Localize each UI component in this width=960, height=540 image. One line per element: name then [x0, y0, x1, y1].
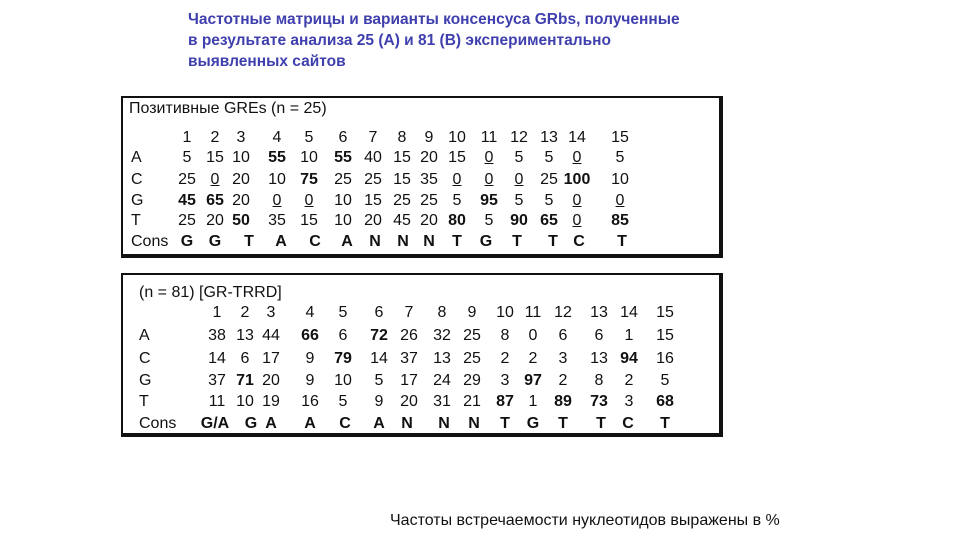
position-header: 6 — [338, 129, 348, 146]
matrix-cell: 0 — [210, 171, 220, 188]
consensus-cell: N — [438, 415, 450, 432]
position-header: 7 — [404, 304, 414, 321]
matrix-cell: 90 — [510, 212, 528, 229]
matrix-cell: 0 — [272, 192, 282, 209]
matrix-cell: 6 — [338, 327, 348, 344]
position-header: 3 — [266, 304, 276, 321]
row-label-t: T — [139, 393, 149, 410]
matrix-cell: 10 — [611, 171, 629, 188]
matrix-cell: 2 — [500, 350, 510, 367]
matrix-cell: 10 — [236, 393, 254, 410]
position-header: 10 — [496, 304, 514, 321]
consensus-cell: T — [660, 415, 670, 432]
consensus-label: Cons — [139, 415, 177, 432]
frequency-matrix-a — [121, 96, 723, 258]
row-label-c: C — [139, 350, 151, 367]
position-header: 14 — [568, 129, 586, 146]
matrix-cell: 1 — [528, 393, 538, 410]
consensus-cell: T — [500, 415, 510, 432]
position-header: 8 — [397, 129, 407, 146]
matrix-cell: 15 — [364, 192, 382, 209]
matrix-cell: 16 — [656, 350, 674, 367]
matrix-cell: 35 — [420, 171, 438, 188]
consensus-cell: C — [309, 233, 321, 250]
matrix-cell: 15 — [206, 149, 224, 166]
matrix-cell: 13 — [433, 350, 451, 367]
matrix-cell: 20 — [420, 149, 438, 166]
matrix-cell: 5 — [374, 372, 384, 389]
matrix-cell: 0 — [452, 171, 462, 188]
matrix-cell: 35 — [268, 212, 286, 229]
position-header: 6 — [374, 304, 384, 321]
matrix-cell: 20 — [420, 212, 438, 229]
matrix-cell: 31 — [433, 393, 451, 410]
position-header: 11 — [480, 129, 498, 146]
matrix-cell: 0 — [484, 149, 494, 166]
consensus-cell: T — [596, 415, 606, 432]
matrix-cell: 5 — [660, 372, 670, 389]
matrix-cell: 68 — [656, 393, 674, 410]
position-header: 12 — [510, 129, 528, 146]
matrix-cell: 25 — [178, 212, 196, 229]
consensus-cell: G — [526, 415, 540, 432]
position-header: 15 — [656, 304, 674, 321]
consensus-cell: G/A — [200, 415, 230, 432]
matrix-cell: 95 — [480, 192, 498, 209]
matrix-cell: 65 — [540, 212, 558, 229]
matrix-cell: 0 — [572, 212, 582, 229]
matrix-cell: 14 — [208, 350, 226, 367]
frequency-matrix-b — [121, 273, 723, 437]
matrix-cell: 8 — [594, 372, 604, 389]
matrix-cell: 38 — [208, 327, 226, 344]
matrix-cell: 20 — [262, 372, 280, 389]
matrix-cell: 0 — [572, 149, 582, 166]
consensus-cell: N — [397, 233, 409, 250]
matrix-cell: 94 — [620, 350, 638, 367]
matrix-cell: 10 — [334, 192, 352, 209]
matrix-cell: 2 — [528, 350, 538, 367]
matrix-cell: 29 — [463, 372, 481, 389]
matrix-cell: 25 — [463, 327, 481, 344]
position-header: 3 — [236, 129, 246, 146]
position-header: 2 — [240, 304, 250, 321]
row-label-a: A — [139, 327, 150, 344]
position-header: 4 — [305, 304, 315, 321]
consensus-cell: T — [548, 233, 558, 250]
matrix-cell: 97 — [524, 372, 542, 389]
consensus-cell: A — [275, 233, 287, 250]
matrix-cell: 15 — [393, 149, 411, 166]
matrix-cell: 6 — [594, 327, 604, 344]
matrix-cell: 9 — [305, 350, 315, 367]
position-header: 15 — [611, 129, 629, 146]
matrix-cell: 0 — [484, 171, 494, 188]
matrix-cell: 10 — [334, 372, 352, 389]
position-header: 1 — [182, 129, 192, 146]
matrix-cell: 0 — [572, 192, 582, 209]
position-header: 2 — [210, 129, 220, 146]
matrix-cell: 6 — [558, 327, 568, 344]
matrix-cell: 19 — [262, 393, 280, 410]
position-header: 14 — [620, 304, 638, 321]
title-line-1: Частотные матрицы и варианты консенсуса GRbs, полученные — [188, 11, 680, 28]
matrix-a-caption: Позитивные GREs (n = 25) — [129, 100, 327, 117]
matrix-cell: 5 — [544, 192, 554, 209]
matrix-cell: 15 — [300, 212, 318, 229]
title-line-3: выявленных сайтов — [188, 53, 346, 70]
matrix-cell: 0 — [304, 192, 314, 209]
consensus-cell: A — [341, 233, 353, 250]
matrix-cell: 73 — [590, 393, 608, 410]
matrix-cell: 55 — [268, 149, 286, 166]
matrix-cell: 15 — [393, 171, 411, 188]
matrix-cell: 32 — [433, 327, 451, 344]
position-header: 5 — [338, 304, 348, 321]
matrix-cell: 16 — [301, 393, 319, 410]
matrix-cell: 21 — [463, 393, 481, 410]
matrix-cell: 13 — [590, 350, 608, 367]
matrix-cell: 5 — [182, 149, 192, 166]
matrix-cell: 9 — [305, 372, 315, 389]
consensus-cell: N — [468, 415, 480, 432]
matrix-cell: 25 — [463, 350, 481, 367]
matrix-cell: 20 — [400, 393, 418, 410]
consensus-cell: N — [423, 233, 435, 250]
matrix-cell: 79 — [334, 350, 352, 367]
consensus-cell: T — [452, 233, 462, 250]
matrix-cell: 87 — [496, 393, 514, 410]
matrix-cell: 65 — [206, 192, 224, 209]
consensus-cell: N — [369, 233, 381, 250]
matrix-cell: 25 — [334, 171, 352, 188]
matrix-cell: 1 — [624, 327, 634, 344]
position-header: 12 — [554, 304, 572, 321]
matrix-cell: 25 — [420, 192, 438, 209]
matrix-cell: 0 — [528, 327, 538, 344]
slide-title — [188, 9, 808, 72]
matrix-cell: 71 — [236, 372, 254, 389]
matrix-cell: 11 — [208, 393, 226, 410]
matrix-cell: 5 — [452, 192, 462, 209]
matrix-cell: 45 — [393, 212, 411, 229]
consensus-cell: G — [208, 233, 222, 250]
matrix-cell: 25 — [178, 171, 196, 188]
matrix-cell: 25 — [540, 171, 558, 188]
row-label-g: G — [139, 372, 152, 389]
consensus-cell: G — [180, 233, 194, 250]
consensus-cell: A — [373, 415, 385, 432]
consensus-cell: G — [244, 415, 258, 432]
matrix-cell: 55 — [334, 149, 352, 166]
consensus-cell: A — [304, 415, 316, 432]
consensus-label: Cons — [131, 233, 169, 250]
position-header: 10 — [448, 129, 466, 146]
matrix-cell: 0 — [615, 192, 625, 209]
matrix-cell: 17 — [262, 350, 280, 367]
position-header: 11 — [524, 304, 542, 321]
matrix-cell: 5 — [615, 149, 625, 166]
consensus-cell: C — [339, 415, 351, 432]
matrix-cell: 24 — [433, 372, 451, 389]
consensus-cell: T — [512, 233, 522, 250]
matrix-cell: 26 — [400, 327, 418, 344]
matrix-cell: 13 — [236, 327, 254, 344]
matrix-cell: 9 — [374, 393, 384, 410]
title-line-2: в результате анализа 25 (А) и 81 (В) экспериментально — [188, 32, 611, 49]
footnote: Частоты встречаемости нуклеотидов выражены в % — [390, 512, 780, 529]
matrix-cell: 6 — [240, 350, 250, 367]
matrix-b-caption: (n = 81) [GR-TRRD] — [139, 284, 282, 301]
matrix-cell: 2 — [558, 372, 568, 389]
matrix-cell: 10 — [300, 149, 318, 166]
consensus-cell: T — [558, 415, 568, 432]
matrix-cell: 5 — [514, 149, 524, 166]
matrix-cell: 20 — [232, 192, 250, 209]
position-header: 5 — [304, 129, 314, 146]
row-label-c: C — [131, 171, 143, 188]
matrix-cell: 40 — [364, 149, 382, 166]
position-header: 4 — [272, 129, 282, 146]
consensus-cell: C — [622, 415, 634, 432]
matrix-cell: 3 — [500, 372, 510, 389]
position-header: 9 — [467, 304, 477, 321]
matrix-cell: 72 — [370, 327, 388, 344]
matrix-cell: 5 — [514, 192, 524, 209]
matrix-cell: 20 — [364, 212, 382, 229]
matrix-cell: 75 — [300, 171, 318, 188]
matrix-cell: 5 — [544, 149, 554, 166]
row-label-a: A — [131, 149, 142, 166]
row-label-g: G — [131, 192, 144, 209]
matrix-cell: 20 — [232, 171, 250, 188]
position-header: 8 — [437, 304, 447, 321]
matrix-cell: 10 — [268, 171, 286, 188]
position-header: 13 — [540, 129, 558, 146]
matrix-cell: 89 — [554, 393, 572, 410]
matrix-cell: 80 — [448, 212, 466, 229]
matrix-cell: 25 — [393, 192, 411, 209]
position-header: 7 — [368, 129, 378, 146]
matrix-cell: 2 — [624, 372, 634, 389]
matrix-cell: 45 — [178, 192, 196, 209]
consensus-cell: T — [244, 233, 254, 250]
matrix-cell: 14 — [370, 350, 388, 367]
matrix-cell: 5 — [338, 393, 348, 410]
consensus-cell: N — [401, 415, 413, 432]
consensus-cell: G — [479, 233, 493, 250]
matrix-cell: 17 — [400, 372, 418, 389]
matrix-cell: 66 — [301, 327, 319, 344]
consensus-cell: A — [265, 415, 277, 432]
matrix-cell: 100 — [563, 171, 591, 188]
matrix-cell: 8 — [500, 327, 510, 344]
matrix-cell: 37 — [208, 372, 226, 389]
consensus-cell: T — [617, 233, 627, 250]
matrix-cell: 10 — [232, 149, 250, 166]
position-header: 1 — [212, 304, 222, 321]
matrix-cell: 15 — [656, 327, 674, 344]
matrix-cell: 5 — [484, 212, 494, 229]
matrix-cell: 0 — [514, 171, 524, 188]
matrix-cell: 44 — [262, 327, 280, 344]
matrix-cell: 25 — [364, 171, 382, 188]
matrix-cell: 3 — [624, 393, 634, 410]
position-header: 9 — [424, 129, 434, 146]
matrix-cell: 20 — [206, 212, 224, 229]
matrix-cell: 50 — [232, 212, 250, 229]
matrix-cell: 10 — [334, 212, 352, 229]
row-label-t: T — [131, 212, 141, 229]
matrix-cell: 15 — [448, 149, 466, 166]
matrix-cell: 3 — [558, 350, 568, 367]
consensus-cell: C — [573, 233, 585, 250]
matrix-cell: 85 — [611, 212, 629, 229]
position-header: 13 — [590, 304, 608, 321]
matrix-cell: 37 — [400, 350, 418, 367]
